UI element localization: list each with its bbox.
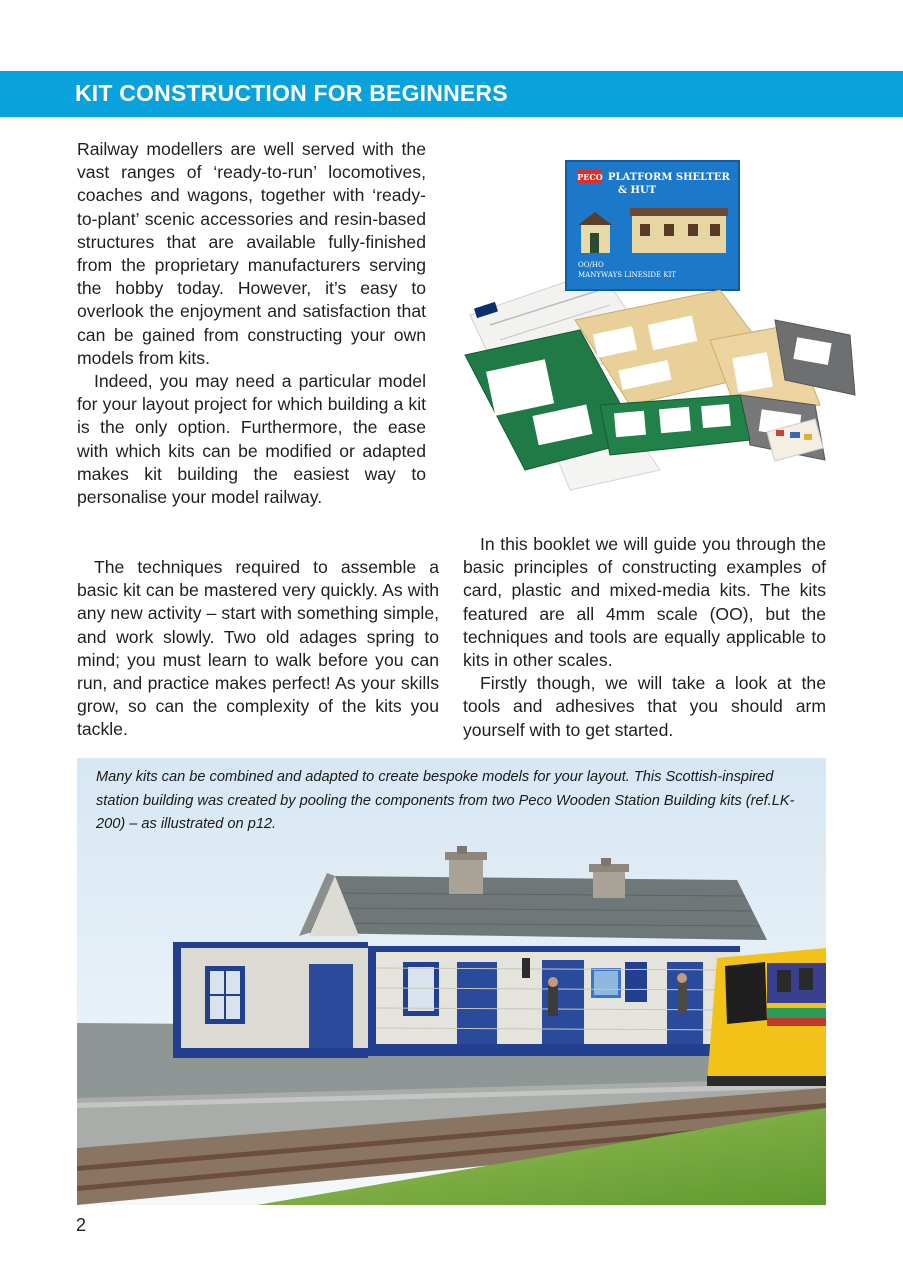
paragraph-techniques: The techniques required to assemble a basic kit can be mastered very quickly. As with any new activity – start with something simple, and work slowly. Two old adages spring to mind; you must learn to walk before you can run, and practice makes perfect! As your skills grow, so can the complexity of the kits you tackle. bbox=[77, 557, 439, 740]
section-title-bar bbox=[0, 71, 903, 117]
paragraph-tools-adhesives: Firstly though, we will take a look at the tools and adhesives that you should arm yourself with to get started. bbox=[463, 673, 826, 740]
kit-box-photo bbox=[450, 140, 860, 505]
paragraph-intro: Railway modellers are well served with the vast ranges of ‘ready-to-run’ locomotives, coaches and wagons, together with ‘ready-to-plant’ scenic accessories and resin-based structures that are available fully-finished from the proprietary manufacturers serving the hobby today. However, it’s easy to overlook the enjoyment and satisfaction that can be gained from constructing your own models from kits. bbox=[77, 139, 426, 368]
kit-box-range: MANYWAYS LINESIDE KIT bbox=[578, 271, 677, 279]
paragraph-particular-model: Indeed, you may need a particular model for your layout project for which building a kit is the only option. Furthermore, the ease with which kits can be modified or adapted makes kit building the easiest way to personalise your model railway. bbox=[77, 371, 426, 508]
paragraph-booklet-guide: In this booklet we will guide you through the basic principles of constructing examples of card, plastic and mixed-media kits. The kits featured are all 4mm scale (OO), but the techniques and tools are equally applicable to kits in other scales. bbox=[463, 534, 826, 671]
kit-box-title-line1: PLATFORM SHELTER bbox=[608, 172, 730, 183]
kit-box-title-line2: & HUT bbox=[618, 185, 657, 196]
kit-box-scale: OO/HO bbox=[578, 261, 604, 269]
kit-box-brand: PECO bbox=[577, 172, 603, 182]
page-title: KIT CONSTRUCTION FOR BEGINNERS bbox=[75, 80, 508, 106]
body-text-left-upper bbox=[77, 138, 426, 509]
body-text-right bbox=[463, 533, 826, 742]
page-number: 2 bbox=[76, 1215, 87, 1235]
body-text-left-lower bbox=[77, 556, 439, 742]
photo-caption: Many kits can be combined and adapted to create bespoke models for your layout. This Scottish-inspired station building was created by pooling the components from two Peco Wooden Station Building kits (ref.LK-200) – as illustrated on p12. bbox=[96, 769, 795, 833]
